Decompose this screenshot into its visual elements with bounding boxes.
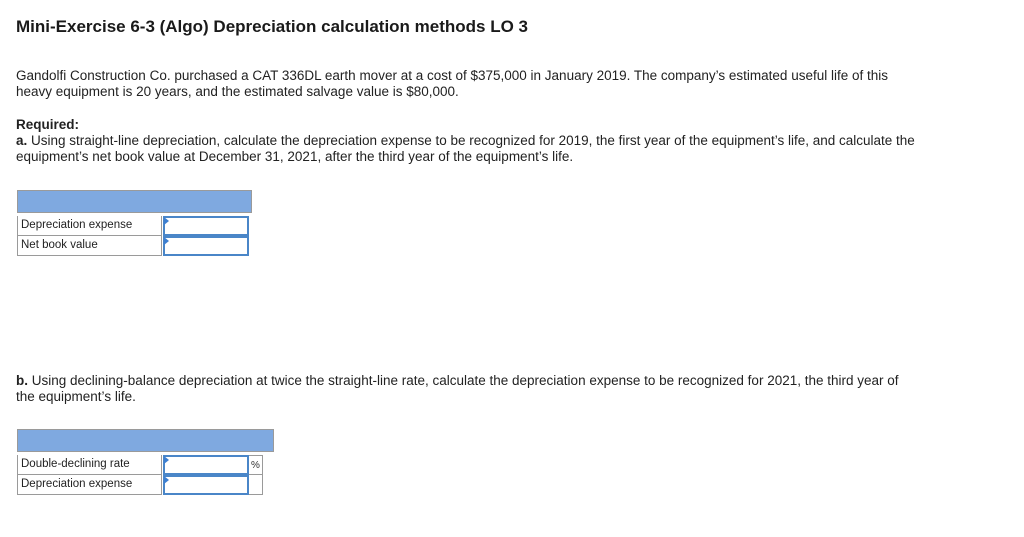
part-a-instructions (16, 133, 916, 165)
depreciation-expense-input-cell[interactable] (163, 216, 249, 236)
part-a-depreciation-expense-input[interactable] (165, 219, 247, 235)
input-flag-icon (164, 237, 169, 245)
table-row (17, 236, 252, 256)
depreciation-expense-label: Depreciation expense (17, 216, 162, 236)
table-row (17, 475, 274, 495)
input-flag-icon (164, 456, 169, 464)
part-a-table-header (17, 190, 252, 213)
net-book-value-label: Net book value (17, 236, 162, 256)
empty-unit-cell (249, 475, 263, 495)
part-a-text: Using straight-line depreciation, calculate the depreciation expense to be recognized for 2019, the first year of the equipment’s life, and calculate the equipment’s net book value at December 31, 2021, after the third year of the equipment’s life. (16, 133, 915, 164)
input-flag-icon (164, 217, 169, 225)
part-a-answer-table (17, 190, 252, 256)
part-b-double-declining-rate-input[interactable] (165, 458, 247, 474)
double-declining-rate-label: Double-declining rate (17, 455, 162, 475)
net-book-value-input-cell[interactable] (163, 236, 249, 256)
part-b-instructions (16, 373, 916, 405)
part-b-table-header (17, 429, 274, 452)
page-title: Mini-Exercise 6-3 (Algo) Depreciation calculation methods LO 3 (16, 17, 529, 36)
part-b-prefix: b. (16, 373, 28, 388)
part-a-prefix: a. (16, 133, 28, 148)
double-declining-rate-input-cell[interactable] (163, 455, 249, 475)
depreciation-expense-label: Depreciation expense (17, 475, 162, 495)
part-b-answer-table (17, 429, 274, 495)
input-flag-icon (164, 476, 169, 484)
depreciation-expense-input-cell[interactable] (163, 475, 249, 495)
part-a-net-book-value-input[interactable] (165, 239, 247, 255)
table-row (17, 216, 252, 236)
part-b-text: Using declining-balance depreciation at twice the straight-line rate, calculate the depreciation expense to be recognized for 2021, the third year of the equipment’s life. (16, 373, 899, 404)
percent-unit-label: % (249, 455, 263, 475)
part-b-depreciation-expense-input[interactable] (165, 478, 247, 494)
required-label: Required: (16, 117, 80, 132)
table-row (17, 455, 274, 475)
problem-intro: Gandolfi Construction Co. purchased a CAT 336DL earth mover at a cost of $375,000 in January 2019. The company’s estimated useful life of this heavy equipment is 20 years, and the estimated salvage value is $80,000. (16, 68, 888, 99)
